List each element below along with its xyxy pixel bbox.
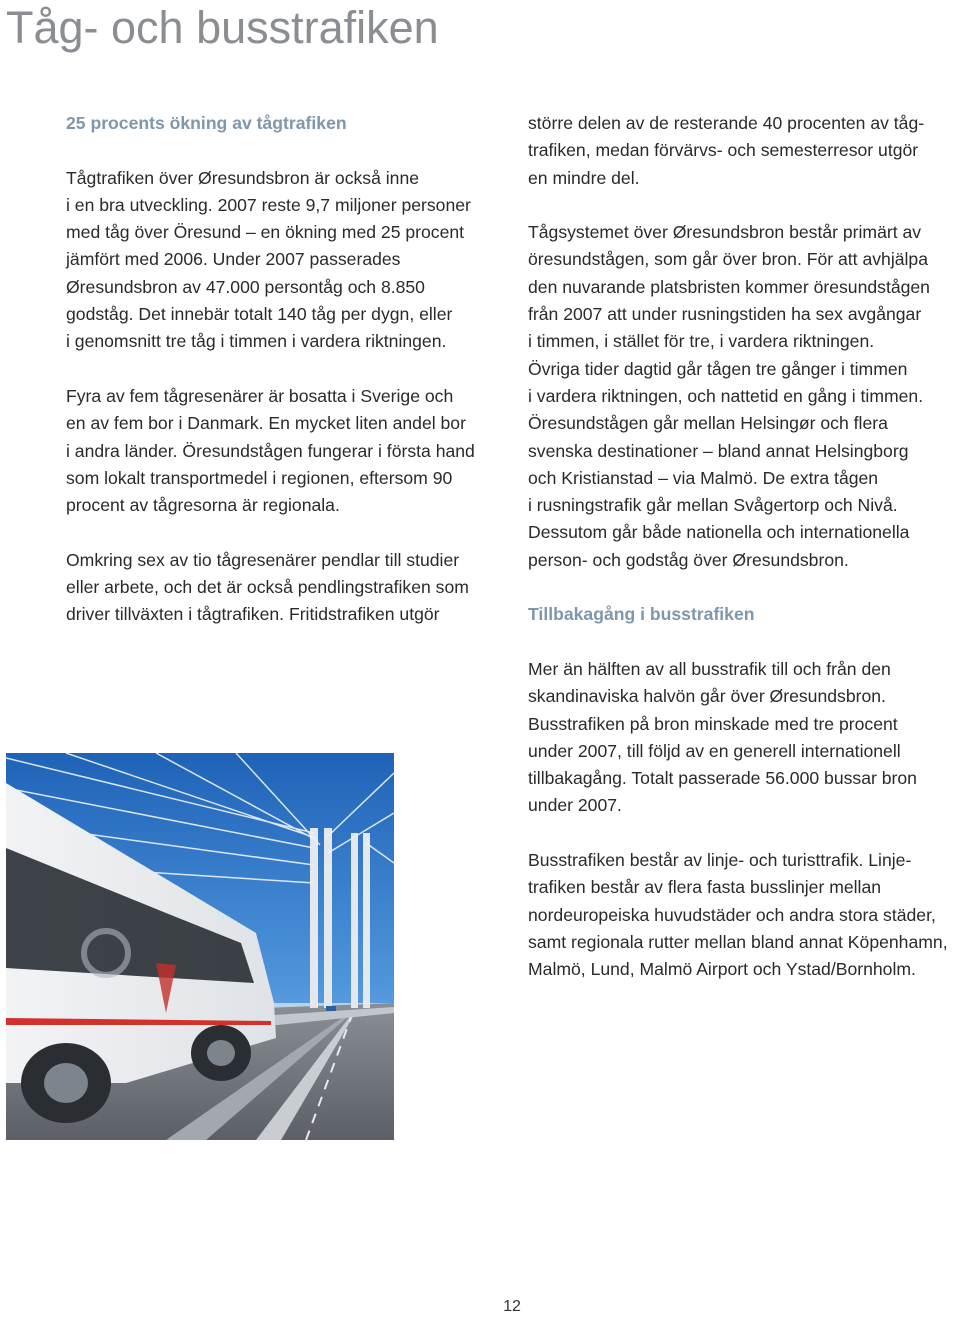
text-line: Malmö, Lund, Malmö Airport och Ystad/Bornholm. <box>528 959 916 980</box>
section-heading-train: 25 procents ökning av tågtrafiken <box>66 113 347 133</box>
text-line: nordeuropeiska huvudstäder och andra stora städer, <box>528 904 936 925</box>
text-line: Omkring sex av tio tågresenärer pendlar till studier <box>66 549 460 570</box>
text-line: med tåg över Öresund – en ökning med 25 procent <box>66 222 465 243</box>
text-line: den nuvarande platsbristen kommer öresundstågen <box>528 276 930 297</box>
text-line: trafiken, medan förvärvs- och semesterresor utgör <box>528 140 919 161</box>
text-line: jämfört med 2006. Under 2007 passerades <box>66 249 401 270</box>
text-line: större delen av de resterande 40 procenten av tåg- <box>528 113 925 133</box>
text-line: som lokalt transportmedel i regionen, eftersom 90 <box>66 467 453 488</box>
paragraph <box>66 383 506 519</box>
text-line: driver tillväxten i tågtrafiken. Fritidstrafiken utgör <box>66 604 440 625</box>
left-column <box>66 110 506 656</box>
text-line: Tågsystemet över Øresundsbron består primärt av <box>528 222 922 243</box>
paragraph <box>528 656 958 820</box>
right-column <box>528 110 958 1011</box>
text-line: öresundstågen, som går över bron. För att avhjälpa <box>528 249 928 270</box>
text-line: godståg. Det innebär totalt 140 tåg per dygn, eller <box>66 304 453 325</box>
text-line: och Kristianstad – via Malmö. De extra tågen <box>528 467 879 488</box>
text-line: svenska destinationer – bland annat Helsingborg <box>528 440 909 461</box>
text-line: procent av tågresorna är regionala. <box>66 495 340 516</box>
text-line: Mer än hälften av all busstrafik till och från den <box>528 658 891 679</box>
text-line: Busstrafiken består av linje- och turisttrafik. Linje- <box>528 850 912 871</box>
paragraph <box>66 547 506 629</box>
text-line: i timmen, i stället för tre, i vardera riktningen. <box>528 331 875 352</box>
text-line: samt regionala rutter mellan bland annat Köpenhamn, <box>528 931 948 952</box>
text-line: tillbakagång. Totalt passerade 56.000 bussar bron <box>528 768 917 789</box>
text-line: i andra länder. Öresundstågen fungerar i första hand <box>66 440 475 461</box>
text-line: Fyra av fem tågresenärer är bosatta i Sverige och <box>66 385 454 406</box>
text-line: Busstrafiken på bron minskade med tre procent <box>528 713 898 734</box>
section-heading-bus: Tillbakagång i busstrafiken <box>528 604 755 625</box>
text-line: i rusningstrafik går mellan Svågertorp och Nivå. <box>528 495 898 516</box>
text-line: under 2007. <box>528 795 622 816</box>
text-line: från 2007 att under rusningstiden ha sex avgångar <box>528 304 922 325</box>
page-number: 12 <box>503 1298 521 1315</box>
text-line: Tågtrafiken över Øresundsbron är också inne <box>66 167 420 188</box>
text-line: i genomsnitt tre tåg i timmen i vardera riktningen. <box>66 331 447 352</box>
text-line: person- och godståg över Øresundsbron. <box>528 549 849 570</box>
paragraph <box>528 110 958 192</box>
text-line: i vardera riktningen, och nattetid en gång i timmen. <box>528 385 924 406</box>
paragraph <box>66 165 506 356</box>
text-line: en mindre del. <box>528 167 640 188</box>
text-line: Övriga tider dagtid går tågen tre gånger i timmen <box>528 358 908 379</box>
bus-on-bridge-photo <box>6 753 394 1140</box>
text-line: under 2007, till följd av en generell internationell <box>528 740 901 761</box>
paragraph <box>528 847 958 983</box>
text-line: Öresundstågen går mellan Helsingør och flera <box>528 413 888 434</box>
page-title: Tåg- och busstrafiken <box>6 2 439 53</box>
text-line: Øresundsbron av 47.000 persontåg och 8.850 <box>66 276 425 297</box>
text-line: Dessutom går både nationella och internationella <box>528 522 910 543</box>
text-line: en av fem bor i Danmark. En mycket liten andel bor <box>66 413 466 434</box>
text-line: i en bra utveckling. 2007 reste 9,7 miljoner personer <box>66 194 471 215</box>
text-line: eller arbete, och det är också pendlingstrafiken som <box>66 577 469 598</box>
paragraph <box>528 219 958 574</box>
text-line: trafiken består av flera fasta busslinjer mellan <box>528 877 882 898</box>
text-line: skandinaviska halvön går över Øresundsbron. <box>528 686 886 707</box>
